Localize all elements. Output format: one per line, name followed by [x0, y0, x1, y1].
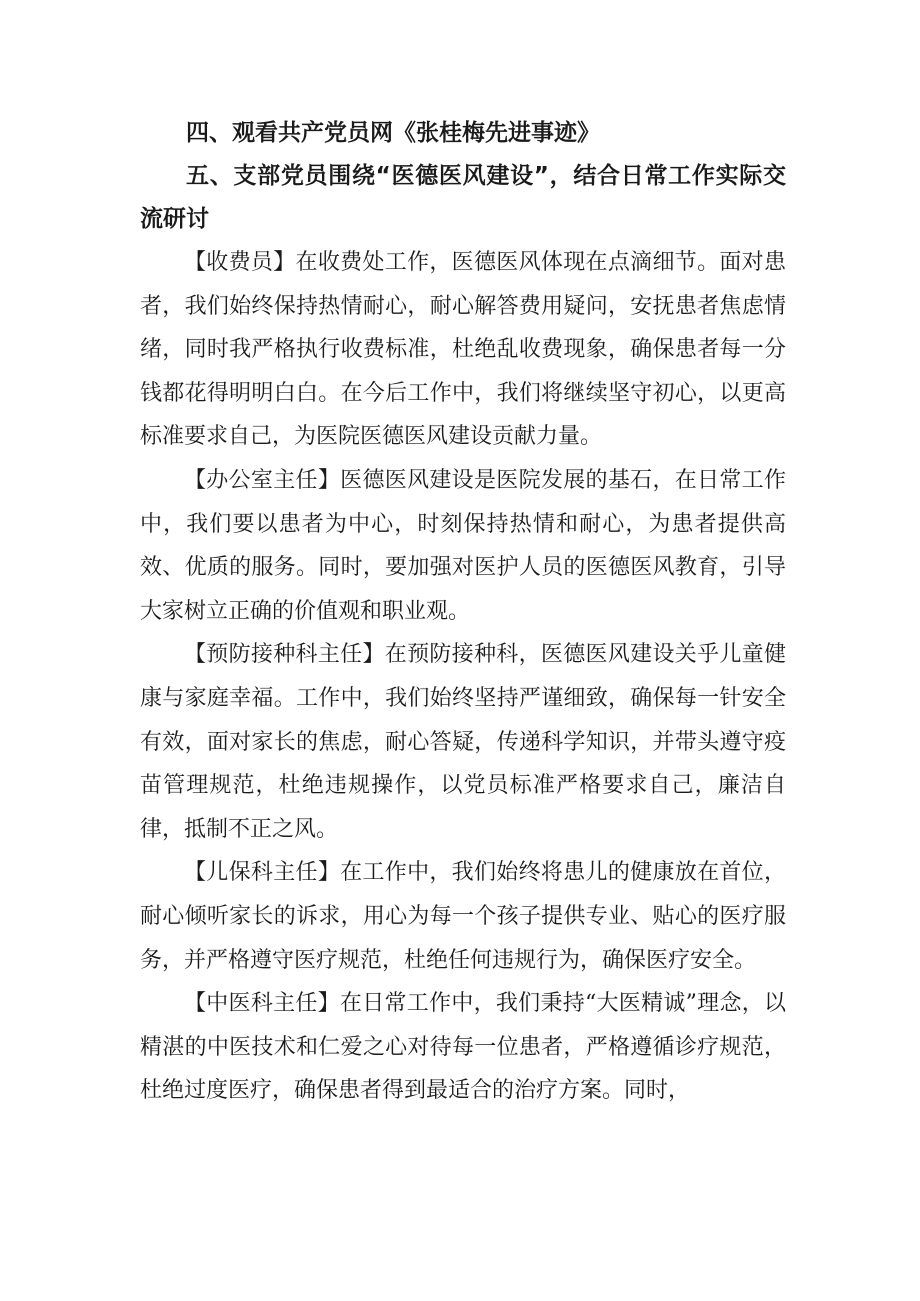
paragraph-child-health-director: 【儿保科主任】在工作中，我们始终将患儿的健康放在首位，耐心倾听家长的诉求，用心为每一个孩子提供专业、贴心的医疗服务，并严格遵守医疗规范，杜绝任何违规行为，确保医疗安全。	[140, 860, 786, 973]
paragraph-cashier: 【收费员】在收费处工作，医德医风体现在点滴细节。面对患者，我们始终保持热情耐心，耐心解答费用疑问，安抚患者焦虑情绪，同时我严格执行收费标准，杜绝乱收费现象，确保患者每一分钱都花得明明白白。在今后工作中，我们将继续坚守初心，以更高标准要求自己，为医院医德医风建设贡献力量。	[140, 250, 786, 450]
paragraph-tcm-director: 【中医科主任】在日常工作中，我们秉持“大医精诚”理念，以精湛的中医技术和仁爱之心对待每一位患者，严格遵循诊疗规范，杜绝过度医疗，确保患者得到最适合的治疗方案。同时，	[140, 991, 786, 1104]
paragraph-vaccination-director: 【预防接种科主任】在预防接种科，医德医风建设关乎儿童健康与家庭幸福。工作中，我们始终坚持严谨细致，确保每一针安全有效，面对家长的焦虑，耐心答疑，传递科学知识，并带头遵守疫苗管理规范，杜绝违规操作，以党员标准严格要求自己，廉洁自律，抵制不正之风。	[140, 642, 786, 842]
paragraph-office-director: 【办公室主任】医德医风建设是医院发展的基石，在日常工作中，我们要以患者为中心，时刻保持热情和耐心，为患者提供高效、优质的服务。同时，要加强对医护人员的医德医风教育，引导大家树立正确的价值观和职业观。	[140, 467, 786, 624]
document-page	[140, 112, 786, 1113]
section-heading-4: 四、观看共产党员网《张桂梅先进事迹》	[186, 120, 600, 146]
section-heading-5: 五、支部党员围绕“医德医风建设”，结合日常工作实际交流研讨	[140, 163, 786, 232]
